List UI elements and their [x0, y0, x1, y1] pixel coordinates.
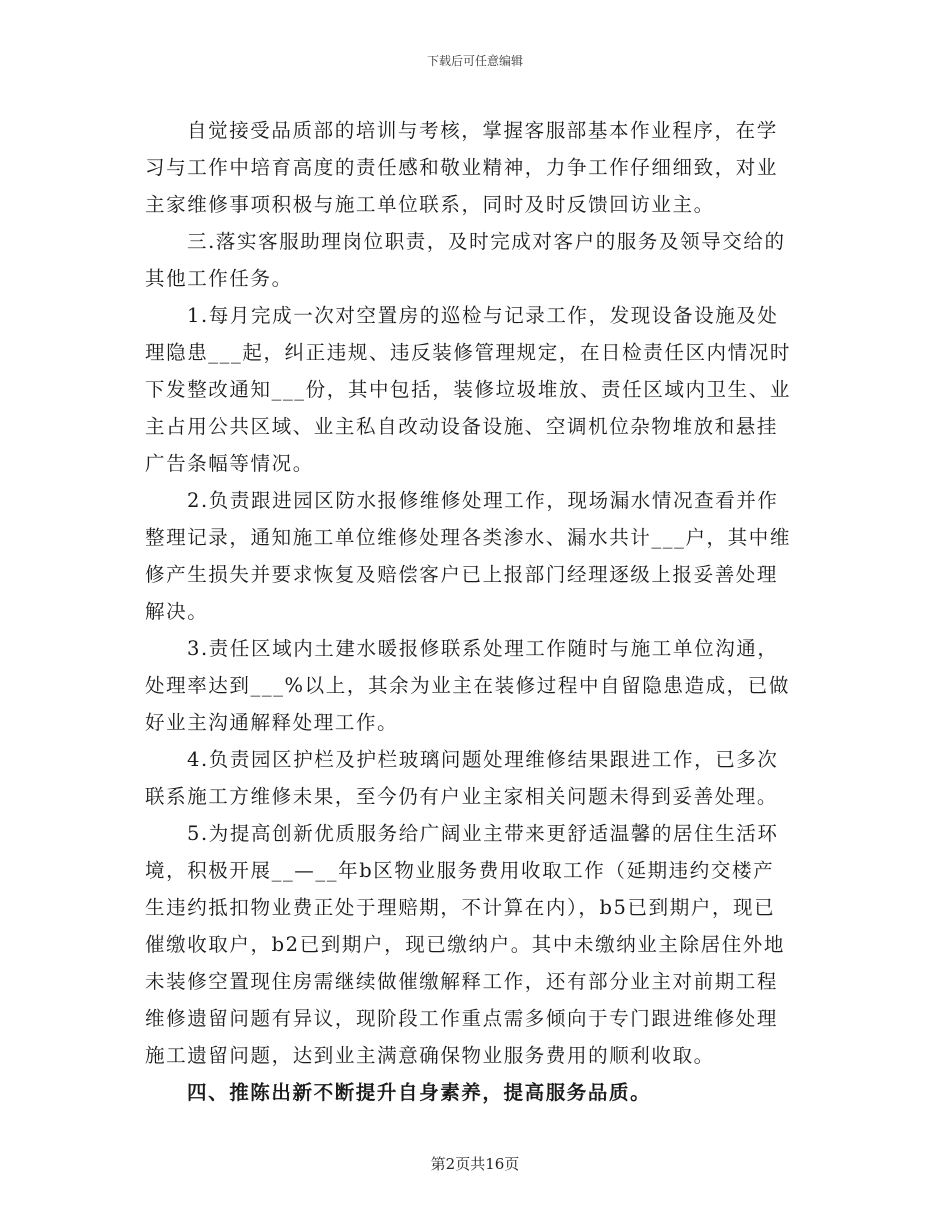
- document-body: [145, 112, 815, 1111]
- body-line: 主家维修事项积极与施工单位联系，同时及时反馈回访业主。: [145, 193, 715, 216]
- body-line: 自觉接受品质部的培训与考核，掌握客服部基本作业程序，在学: [187, 119, 778, 142]
- body-line: 催缴收取户，b2已到期户，现已缴纳户。其中未缴纳业主除居住外地: [145, 933, 785, 956]
- body-line: 好业主沟通解释处理工作。: [145, 711, 399, 734]
- body-line: 修产生损失并要求恢复及赔偿客户已上报部门经理逐级上报妥善处理: [145, 563, 779, 586]
- body-line: 未装修空置现住房需继续做催缴解释工作，还有部分业主对前期工程: [145, 970, 779, 993]
- body-line: 习与工作中培育高度的责任感和敬业精神，力争工作仔细细致，对业: [145, 156, 779, 179]
- item-1: 1.每月完成一次对空置房的巡检与记录工作，发现设备设施及处: [187, 304, 779, 327]
- body-line: 生违约抵扣物业费正处于理赔期，不计算在内），b5已到期户，现已: [145, 896, 776, 919]
- body-line: 广告条幅等情况。: [145, 452, 314, 475]
- item-4: 4.负责园区护栏及护栏玻璃问题处理维修结果跟进工作，已多次: [187, 748, 779, 771]
- item-3: 3.责任区域内土建水暖报修联系处理工作随时与施工单位沟通，: [187, 637, 779, 660]
- page-number: 第2页共16页: [430, 1155, 520, 1173]
- body-line: 联系施工方维修未果，至今仍有户业主家相关问题未得到妥善处理。: [145, 785, 779, 808]
- body-line: 维修遗留问题有异议，现阶段工作重点需多倾向于专门跟进维修处理: [145, 1007, 779, 1030]
- body-line: 其他工作任务。: [145, 267, 293, 290]
- item-5: 5.为提高创新优质服务给广阔业主带来更舒适温馨的居住生活环: [187, 822, 779, 845]
- body-line: 处理率达到___%以上，其余为业主在装修过程中自留隐患造成，已做: [145, 674, 790, 697]
- section-heading-three: 三.落实客服助理岗位职责，及时完成对客户的服务及领导交给的: [187, 230, 786, 253]
- section-heading-four: 四、推陈出新不断提升自身素养，提高服务品质。: [187, 1081, 652, 1104]
- page-header: 下载后可任意编辑: [426, 54, 523, 68]
- body-line: 下发整改通知___份，其中包括，装修垃圾堆放、责任区域内卫生、业: [145, 378, 791, 401]
- body-line: 境，积极开展__—__年b区物业服务费用收取工作（延期违约交楼产: [145, 859, 775, 882]
- body-line: 解决。: [145, 600, 209, 623]
- body-line: 理隐患___起，纠正违规、违反装修管理规定，在日检责任区内情况时: [145, 341, 791, 364]
- body-line: 主占用公共区域、业主私自改动设备设施、空调机位杂物堆放和悬挂: [145, 415, 779, 438]
- body-line: 施工遗留问题，达到业主满意确保物业服务费用的顺利收取。: [145, 1044, 715, 1067]
- item-2: 2.负责跟进园区防水报修维修处理工作，现场漏水情况查看并作: [187, 489, 779, 512]
- body-line: 整理记录，通知施工单位维修处理各类渗水、漏水共计___户，其中维: [145, 526, 791, 549]
